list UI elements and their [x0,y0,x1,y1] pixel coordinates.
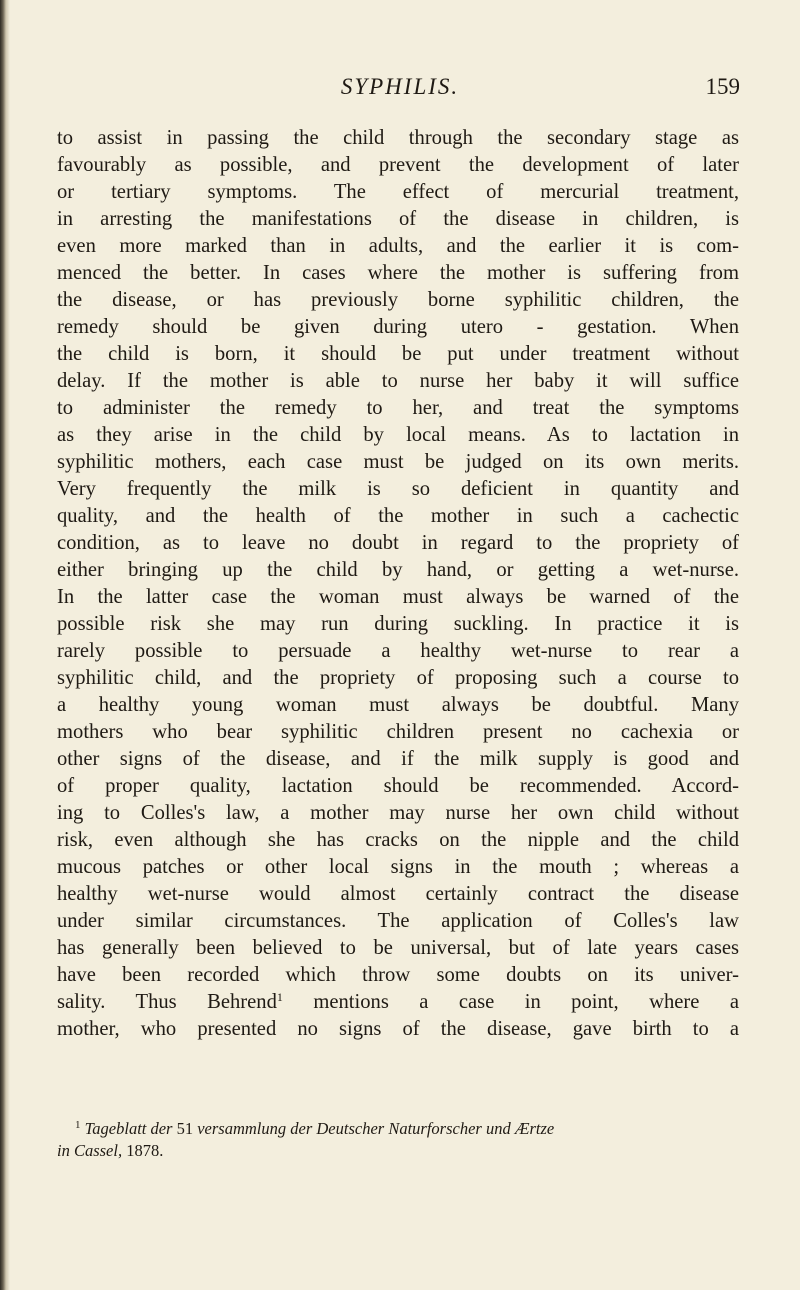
text-line: ing to Colles's law, a mother may nurse her own child without [57,802,739,824]
text-line: in arresting the manifestations of the disease in children, is [57,208,739,230]
text-line: has generally been believed to be universal, but of late years cases [57,937,739,959]
text-line: healthy wet-nurse would almost certainly contract the disease [57,883,739,905]
footnote-text: in Cassel, [57,1141,123,1160]
text-line: rarely possible to persuade a healthy wet-nurse to rear a [57,640,739,662]
text-line: risk, even although she has cracks on the nipple and the child [57,829,739,851]
text-line: even more marked than in adults, and the earlier it is com- [57,235,739,257]
text-line: menced the better. In cases where the mother is suffering from [57,262,739,284]
footnote-line [57,1118,739,1140]
text-line: other signs of the disease, and if the milk supply is good and [57,748,739,770]
page-binding-edge [0,0,10,1290]
text-line: mucous patches or other local signs in the mouth ; whereas a [57,856,739,878]
text-line: Very frequently the milk is so deficient in quantity and [57,478,739,500]
text-line: syphilitic mothers, each case must be judged on its own merits. [57,451,739,473]
page-number: 159 [705,74,740,99]
footnote-reference[interactable]: 1 [276,990,283,1004]
text-line: quality, and the health of the mother in such a cachectic [57,505,739,527]
text-line: remedy should be given during utero - gestation. When [57,316,739,338]
text-line: the disease, or has previously borne syphilitic children, the [57,289,739,311]
footnote-marker: 1 [75,1119,81,1131]
text-line: to administer the remedy to her, and treat the symptoms [57,397,739,419]
text-line: of proper quality, lactation should be recommended. Accord- [57,775,739,797]
text-line: either bringing up the child by hand, or getting a wet-nurse. [57,559,739,581]
text-line: a healthy young woman must always be doubtful. Many [57,694,739,716]
text-line: have been recorded which throw some doubts on its univer- [57,964,739,986]
footnote [57,1118,739,1162]
text-line: to assist in passing the child through the secondary stage as [57,127,739,149]
page-header [60,74,740,108]
text-line: syphilitic child, and the propriety of proposing such a course to [57,667,739,689]
footnote-line [57,1140,739,1162]
text-line: condition, as to leave no doubt in regard to the propriety of [57,532,739,554]
text-line: mothers who bear syphilitic children present no cachexia or [57,721,739,743]
footnote-text: Tageblatt der [84,1119,177,1138]
text-line: under similar circumstances. The application of Colles's law [57,910,739,932]
text-segment: mentions a case in point, where a [282,991,739,1013]
footnote-text: versammlung der Deutscher Naturforscher und Ærtze [193,1119,555,1138]
text-segment: sality. Thus Behrend [57,991,277,1013]
body-paragraph [57,125,739,1043]
text-line: possible risk she may run during suckling. In practice it is [57,613,739,635]
text-line: the child is born, it should be put under treatment without [57,343,739,365]
text-line: as they arise in the child by local means. As to lactation in [57,424,739,446]
text-line: favourably as possible, and prevent the development of later [57,154,739,176]
footnote-year: 1878. [122,1141,164,1160]
text-line: delay. If the mother is able to nurse her baby it will suffice [57,370,739,392]
text-line: or tertiary symptoms. The effect of mercurial treatment, [57,181,739,203]
text-line: In the latter case the woman must always be warned of the [57,586,739,608]
text-line: mother, who presented no signs of the disease, gave birth to a [57,1018,739,1040]
running-title: SYPHILIS. [340,74,460,99]
text-line-with-footnote-ref [57,989,739,1016]
footnote-number: 51 [176,1119,194,1138]
